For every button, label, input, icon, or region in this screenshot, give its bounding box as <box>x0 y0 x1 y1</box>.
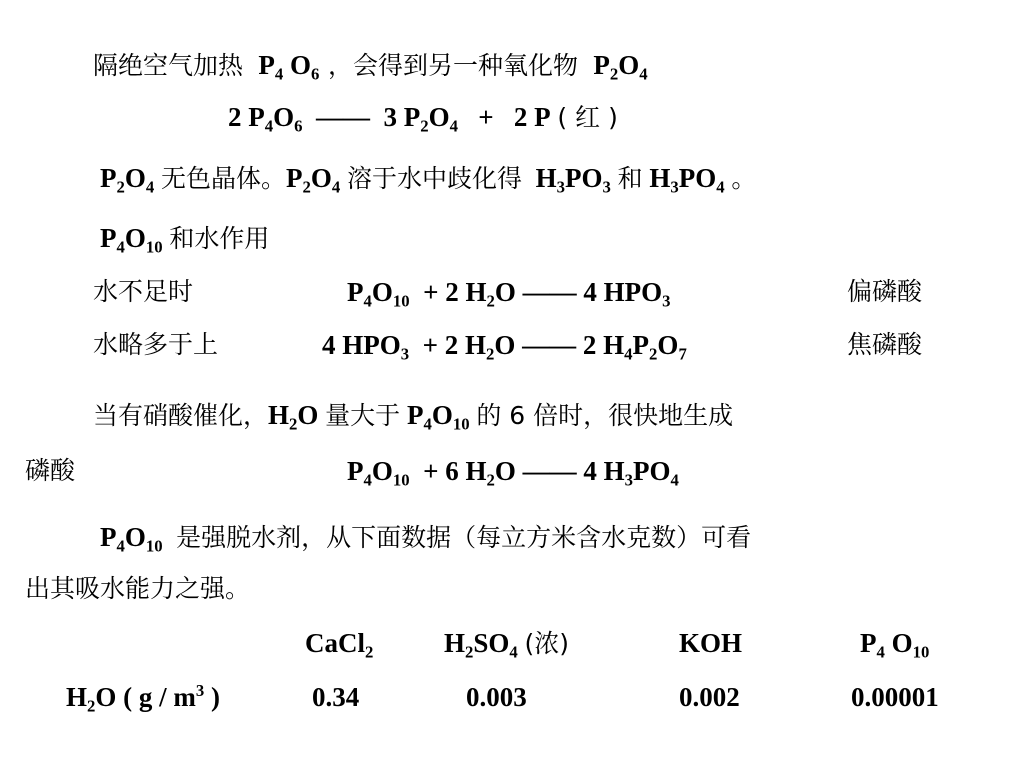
rxn2-equation: 4 $HPO_3 + 2$ $H_2O$ —— 2 $H_4P_2O_7$ <box>322 330 687 364</box>
concentrated-label: (浓) <box>524 629 570 658</box>
equation-p4o6-decomp: 2 $P_4O_6$ —— 3 $P_2O_4$ + 2 P ( 红 ) <box>228 102 618 136</box>
rxn3-equation: $P_4O_{10} + 6$ $H_2O$ —— 4 $H_3PO_4$ <box>347 456 679 490</box>
dehydrate-sentence: $P_4O_{10}$ 是强脱水剂，从下面数据（每立方米含水克数）可看 <box>100 522 752 556</box>
rxn1-condition: 水不足时 <box>93 277 194 306</box>
table-value-p4o10: 0.00001 <box>851 682 939 712</box>
intro-text-2: ，会得到另一种氧化物 <box>327 51 578 80</box>
red-phosphorus-label: ( 红 ) <box>557 103 618 132</box>
p2o4-sentence: $P_2O_4$ 无色晶体。$P_2O_4$ 溶于水中歧化得 $H_3PO_3$ 和 $H_3PO_4$ 。 <box>100 163 757 197</box>
table-value-cacl2: 0.34 <box>312 682 360 712</box>
table-header-cacl2: CaCl$_2$ <box>305 628 374 662</box>
intro-text-1: 隔绝空气加热 <box>93 51 244 80</box>
rxn2-name: 焦磷酸 <box>847 330 923 359</box>
nitric-sentence: 当有硝酸催化，$H_2O$ 量大于 $P_4O_{10}$ 的 6 倍时，很快地生成 <box>93 400 734 434</box>
intro-line <box>93 50 648 84</box>
table-header-koh: KOH <box>679 628 743 658</box>
formula-p4o6: $P_4$ $O_6$ <box>251 50 320 84</box>
table-header-h2so4: $H_2SO_4$ (浓) <box>444 628 570 662</box>
table-row-label: $H_2O$ ( g / $m^3$ ) <box>66 680 221 716</box>
table-value-koh: 0.002 <box>679 682 740 712</box>
rxn1-equation: $P_4O_{10} + 2$ $H_2O$ —— 4 $HPO_3$ <box>347 277 671 311</box>
nitric-sentence-cont: 磷酸 <box>25 456 76 485</box>
table-header-p4o10: $P_4$ $O_{10}$ <box>860 628 930 662</box>
rxn1-name: 偏磷酸 <box>847 277 923 306</box>
dehydrate-sentence-cont: 出其吸水能力之强。 <box>25 574 251 603</box>
table-value-h2so4: 0.003 <box>466 682 527 712</box>
formula-p2o4: $P_2O_4$ <box>586 50 648 84</box>
rxn2-condition: 水略多于上 <box>93 330 219 359</box>
p4o10-heading: $P_4O_{10}$ 和水作用 <box>100 223 270 257</box>
